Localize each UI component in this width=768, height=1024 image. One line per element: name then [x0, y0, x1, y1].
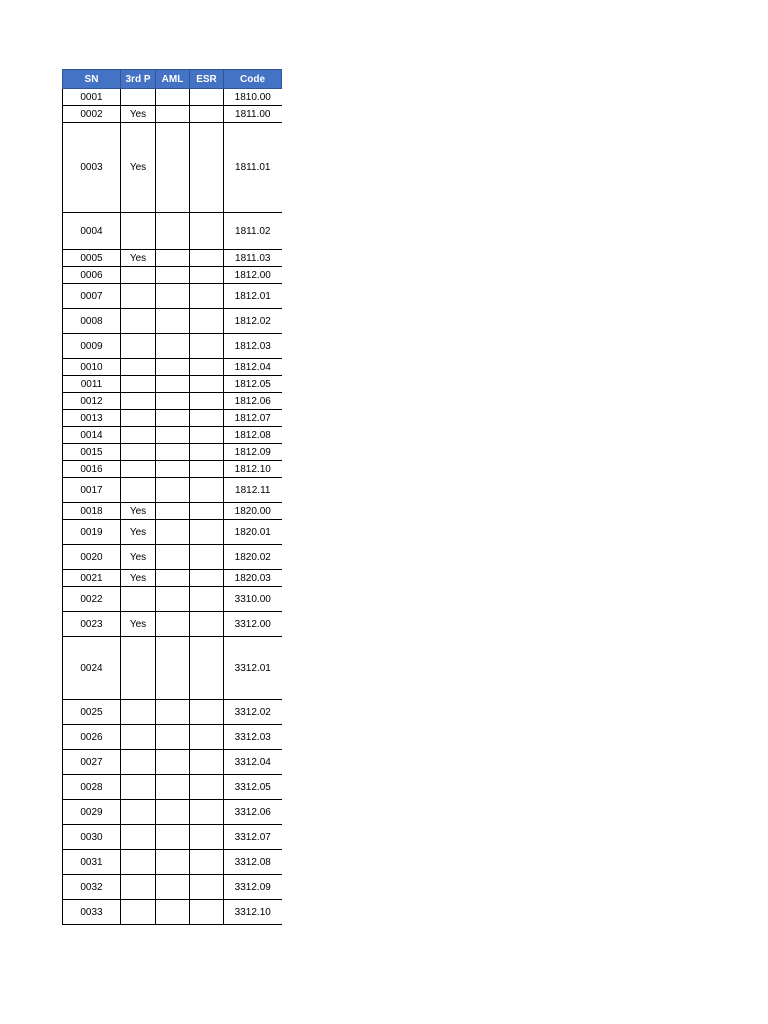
header-code: Code: [224, 70, 282, 89]
cell-code: 3312.08: [224, 850, 282, 875]
cell-aml: [156, 750, 190, 775]
cell-code: 1812.08: [224, 427, 282, 444]
cell-sn: 0017: [63, 478, 121, 503]
cell-esr: [190, 612, 224, 637]
table-row: [63, 570, 282, 587]
cell-sn: 0019: [63, 520, 121, 545]
cell-code: 3312.03: [224, 725, 282, 750]
cell-code: 3312.04: [224, 750, 282, 775]
cell-code: 1811.01: [224, 123, 282, 213]
cell-3rd-p: [121, 825, 156, 850]
cell-aml: [156, 334, 190, 359]
cell-esr: [190, 309, 224, 334]
table-row: [63, 637, 282, 700]
cell-code: 1812.05: [224, 376, 282, 393]
table-row: [63, 587, 282, 612]
cell-code: 1812.10: [224, 461, 282, 478]
cell-code: 1812.03: [224, 334, 282, 359]
cell-esr: [190, 123, 224, 213]
table-row: [63, 545, 282, 570]
cell-sn: 0012: [63, 393, 121, 410]
cell-aml: [156, 900, 190, 925]
header-esr: ESR: [190, 70, 224, 89]
cell-aml: [156, 359, 190, 376]
cell-3rd-p: [121, 461, 156, 478]
cell-3rd-p: Yes: [121, 503, 156, 520]
cell-sn: 0032: [63, 875, 121, 900]
cell-code: 1820.02: [224, 545, 282, 570]
table-row: [63, 461, 282, 478]
cell-3rd-p: [121, 850, 156, 875]
cell-code: 1812.01: [224, 284, 282, 309]
cell-3rd-p: [121, 309, 156, 334]
cell-esr: [190, 587, 224, 612]
cell-aml: [156, 637, 190, 700]
cell-code: 1812.09: [224, 444, 282, 461]
cell-sn: 0013: [63, 410, 121, 427]
cell-code: 1810.00: [224, 89, 282, 106]
cell-esr: [190, 900, 224, 925]
cell-aml: [156, 393, 190, 410]
cell-3rd-p: Yes: [121, 250, 156, 267]
cell-3rd-p: [121, 267, 156, 284]
cell-esr: [190, 284, 224, 309]
cell-code: 1820.03: [224, 570, 282, 587]
table-body: [63, 89, 282, 925]
cell-3rd-p: [121, 334, 156, 359]
cell-3rd-p: Yes: [121, 106, 156, 123]
cell-3rd-p: [121, 775, 156, 800]
cell-sn: 0004: [63, 213, 121, 250]
cell-sn: 0009: [63, 334, 121, 359]
cell-code: 1820.01: [224, 520, 282, 545]
cell-3rd-p: Yes: [121, 612, 156, 637]
cell-esr: [190, 637, 224, 700]
cell-sn: 0033: [63, 900, 121, 925]
header-3rd-p: 3rd P: [121, 70, 156, 89]
cell-code: 1811.03: [224, 250, 282, 267]
table-row: [63, 250, 282, 267]
cell-3rd-p: [121, 359, 156, 376]
cell-sn: 0023: [63, 612, 121, 637]
cell-aml: [156, 213, 190, 250]
cell-code: 1812.02: [224, 309, 282, 334]
table-row: [63, 376, 282, 393]
cell-aml: [156, 461, 190, 478]
cell-aml: [156, 587, 190, 612]
cell-3rd-p: [121, 800, 156, 825]
cell-sn: 0015: [63, 444, 121, 461]
cell-esr: [190, 725, 224, 750]
cell-sn: 0008: [63, 309, 121, 334]
table-row: [63, 725, 282, 750]
cell-code: 3312.00: [224, 612, 282, 637]
cell-code: 1812.04: [224, 359, 282, 376]
cell-esr: [190, 267, 224, 284]
cell-sn: 0025: [63, 700, 121, 725]
cell-aml: [156, 478, 190, 503]
cell-aml: [156, 427, 190, 444]
cell-code: 1811.00: [224, 106, 282, 123]
cell-aml: [156, 570, 190, 587]
cell-sn: 0007: [63, 284, 121, 309]
cell-aml: [156, 520, 190, 545]
table-row: [63, 700, 282, 725]
cell-sn: 0002: [63, 106, 121, 123]
cell-code: 1812.00: [224, 267, 282, 284]
cell-esr: [190, 825, 224, 850]
cell-code: 3312.06: [224, 800, 282, 825]
cell-sn: 0030: [63, 825, 121, 850]
cell-esr: [190, 427, 224, 444]
table-row: [63, 213, 282, 250]
cell-esr: [190, 334, 224, 359]
table-row: [63, 775, 282, 800]
cell-esr: [190, 359, 224, 376]
cell-code: 1811.02: [224, 213, 282, 250]
header-row: [63, 70, 282, 89]
cell-aml: [156, 700, 190, 725]
cell-code: 3312.05: [224, 775, 282, 800]
cell-3rd-p: [121, 213, 156, 250]
cell-aml: [156, 850, 190, 875]
cell-aml: [156, 123, 190, 213]
table-row: [63, 444, 282, 461]
cell-sn: 0011: [63, 376, 121, 393]
cell-sn: 0021: [63, 570, 121, 587]
table-row: [63, 410, 282, 427]
header-aml: AML: [156, 70, 190, 89]
cell-sn: 0018: [63, 503, 121, 520]
cell-3rd-p: [121, 900, 156, 925]
table-row: [63, 520, 282, 545]
cell-esr: [190, 410, 224, 427]
cell-sn: 0003: [63, 123, 121, 213]
cell-sn: 0026: [63, 725, 121, 750]
cell-aml: [156, 89, 190, 106]
cell-aml: [156, 267, 190, 284]
cell-3rd-p: [121, 875, 156, 900]
cell-3rd-p: [121, 637, 156, 700]
cell-aml: [156, 875, 190, 900]
data-table: [62, 69, 282, 925]
header-sn: SN: [63, 70, 121, 89]
cell-code: 3312.10: [224, 900, 282, 925]
cell-esr: [190, 775, 224, 800]
cell-code: 1812.11: [224, 478, 282, 503]
cell-code: 1812.07: [224, 410, 282, 427]
cell-aml: [156, 250, 190, 267]
table-row: [63, 900, 282, 925]
cell-3rd-p: [121, 478, 156, 503]
cell-esr: [190, 503, 224, 520]
table-row: [63, 267, 282, 284]
cell-sn: 0024: [63, 637, 121, 700]
table-row: [63, 427, 282, 444]
cell-code: 1812.06: [224, 393, 282, 410]
table-row: [63, 503, 282, 520]
cell-code: 3312.09: [224, 875, 282, 900]
cell-3rd-p: [121, 284, 156, 309]
table-row: [63, 478, 282, 503]
cell-esr: [190, 250, 224, 267]
cell-esr: [190, 444, 224, 461]
cell-sn: 0020: [63, 545, 121, 570]
table-row: [63, 612, 282, 637]
cell-esr: [190, 376, 224, 393]
cell-sn: 0022: [63, 587, 121, 612]
cell-code: 1820.00: [224, 503, 282, 520]
cell-3rd-p: [121, 700, 156, 725]
cell-esr: [190, 850, 224, 875]
cell-esr: [190, 520, 224, 545]
cell-aml: [156, 410, 190, 427]
cell-3rd-p: [121, 376, 156, 393]
cell-sn: 0028: [63, 775, 121, 800]
cell-aml: [156, 444, 190, 461]
table-row: [63, 800, 282, 825]
cell-sn: 0029: [63, 800, 121, 825]
cell-3rd-p: [121, 725, 156, 750]
table-row: [63, 825, 282, 850]
cell-3rd-p: [121, 444, 156, 461]
cell-3rd-p: Yes: [121, 123, 156, 213]
cell-esr: [190, 393, 224, 410]
table-row: [63, 875, 282, 900]
cell-esr: [190, 106, 224, 123]
table-row: [63, 89, 282, 106]
table-row: [63, 123, 282, 213]
cell-esr: [190, 461, 224, 478]
table-row: [63, 309, 282, 334]
cell-sn: 0005: [63, 250, 121, 267]
cell-aml: [156, 612, 190, 637]
cell-esr: [190, 750, 224, 775]
cell-aml: [156, 503, 190, 520]
cell-sn: 0010: [63, 359, 121, 376]
cell-code: 3312.07: [224, 825, 282, 850]
cell-code: 3310.00: [224, 587, 282, 612]
cell-esr: [190, 570, 224, 587]
table-row: [63, 850, 282, 875]
cell-esr: [190, 700, 224, 725]
cell-aml: [156, 376, 190, 393]
cell-sn: 0006: [63, 267, 121, 284]
cell-esr: [190, 213, 224, 250]
cell-code: 3312.02: [224, 700, 282, 725]
cell-sn: 0027: [63, 750, 121, 775]
cell-aml: [156, 309, 190, 334]
table-header: [63, 70, 282, 89]
cell-aml: [156, 106, 190, 123]
table-row: [63, 750, 282, 775]
cell-sn: 0014: [63, 427, 121, 444]
table-row: [63, 106, 282, 123]
cell-3rd-p: Yes: [121, 545, 156, 570]
cell-esr: [190, 545, 224, 570]
cell-sn: 0016: [63, 461, 121, 478]
cell-sn: 0031: [63, 850, 121, 875]
cell-3rd-p: [121, 750, 156, 775]
cell-3rd-p: [121, 393, 156, 410]
cell-3rd-p: [121, 89, 156, 106]
cell-esr: [190, 89, 224, 106]
table-row: [63, 284, 282, 309]
table-row: [63, 359, 282, 376]
cell-aml: [156, 725, 190, 750]
cell-aml: [156, 800, 190, 825]
cell-esr: [190, 800, 224, 825]
cell-3rd-p: [121, 587, 156, 612]
cell-3rd-p: [121, 410, 156, 427]
cell-3rd-p: [121, 427, 156, 444]
table-row: [63, 393, 282, 410]
cell-aml: [156, 284, 190, 309]
cell-aml: [156, 545, 190, 570]
cell-code: 3312.01: [224, 637, 282, 700]
cell-aml: [156, 825, 190, 850]
cell-sn: 0001: [63, 89, 121, 106]
table-row: [63, 334, 282, 359]
cell-esr: [190, 875, 224, 900]
cell-aml: [156, 775, 190, 800]
cell-3rd-p: Yes: [121, 570, 156, 587]
cell-esr: [190, 478, 224, 503]
cell-3rd-p: Yes: [121, 520, 156, 545]
